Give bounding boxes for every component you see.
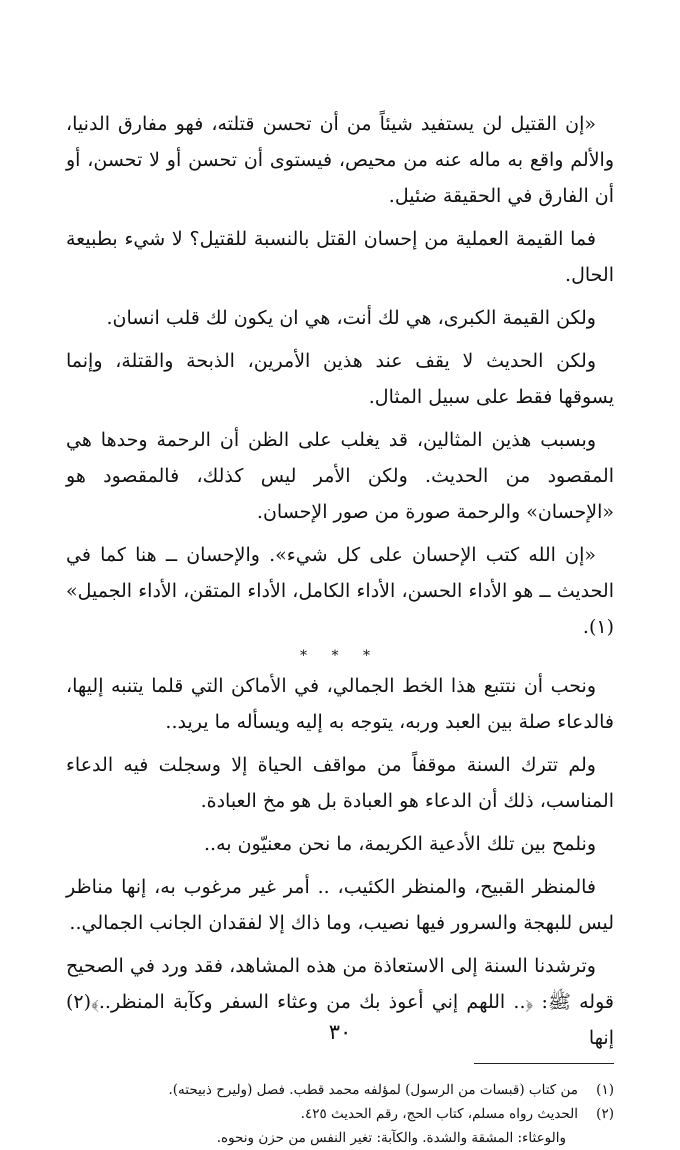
page-number: ٣٠ <box>328 1020 352 1044</box>
section-separator: * * * <box>300 648 380 664</box>
paragraph-1: «إن القتيل لن يستفيد شيئاً من أن تحسن قتلته، فهو مفارق الدنيا، والألم واقع به ماله عنه من محيص، فيستوى أن تحسن أو لا تحسن، أو أن الفارق في الحقيقة ضئيل. <box>66 113 614 207</box>
footnote-text: من كتاب (قبسات من الرسول) لمؤلفه محمد قطب. فصل (وليرح ذبيحته). <box>168 1082 578 1098</box>
paragraph-7: ونحب أن نتتبع هذا الخط الجمالي، في الأماكن التي قلما يتنبه إليها، فالدعاء صلة بين العبد وربه، يتوجه به إليه ويسأله ما يريد.. <box>66 675 614 733</box>
paragraph-8: ولم تترك السنة موقفاً من مواقف الحياة إلا وسجلت فيه الدعاء المناسب، ذلك أن الدعاء هو العبادة بل هو مخ العبادة. <box>66 754 614 812</box>
paragraph-2: فما القيمة العملية من إحسان القتل بالنسبة للقتيل؟ لا شيء بطبيعة الحال. <box>66 228 614 286</box>
footnote-1 <box>66 1078 614 1102</box>
page-body <box>66 106 614 1150</box>
paragraph-11: وترشدنا السنة إلى الاستعاذة من هذه المشاهد، فقد ورد في الصحيح قوله ﷺ: ﴿.. اللهم إني أعوذ بك من وعثاء السفر وكآبة المنظر..﴾(٢) إنها <box>66 955 614 1049</box>
paragraph-3: ولكن القيمة الكبرى، هي لك أنت، هي ان يكون لك قلب انسان. <box>106 307 596 329</box>
paragraph-4: ولكن الحديث لا يقف عند هذين الأمرين، الذبحة والقتلة، وإنما يسوقها فقط على سبيل المثال. <box>66 350 614 408</box>
footnotes <box>66 1078 614 1150</box>
footnote-text: الحديث رواه مسلم، كتاب الحج، رقم الحديث ٤٢٥. <box>300 1106 578 1122</box>
footnote-divider <box>474 1063 614 1064</box>
paragraph-9: ونلمح بين تلك الأدعية الكريمة، ما نحن معنيّون به.. <box>204 833 596 855</box>
paragraph-10: فالمنظر القبيح، والمنظر الكئيب، .. أمر غير مرغوب به، إنها مناظر ليس للبهجة والسرور فيها نصيب، وما ذاك إلا لفقدان الجانب الجمالي.. <box>66 876 614 934</box>
footnote-number: (١) <box>596 1082 614 1098</box>
footnote-2 <box>66 1102 614 1126</box>
paragraph-5: وبسبب هذين المثالين، قد يغلب على الظن أن الرحمة وحدها هي المقصود من الحديث. ولكن الأمر ليس كذلك، فالمقصود هو «الإحسان» والرحمة صورة من صور الإحسان. <box>66 429 614 523</box>
footnote-number: (٢) <box>596 1106 614 1122</box>
paragraph-6: «إن الله كتب الإحسان على كل شيء». والإحسان ــ هنا كما في الحديث ــ هو الأداء الحسن، الأداء الكامل، الأداء المتقن، الأداء الجميل» (١). <box>66 544 614 638</box>
footnote-gloss: والوعثاء: المشقة والشدة. والكآبة: تغير النفس من حزن ونحوه. <box>216 1130 566 1146</box>
